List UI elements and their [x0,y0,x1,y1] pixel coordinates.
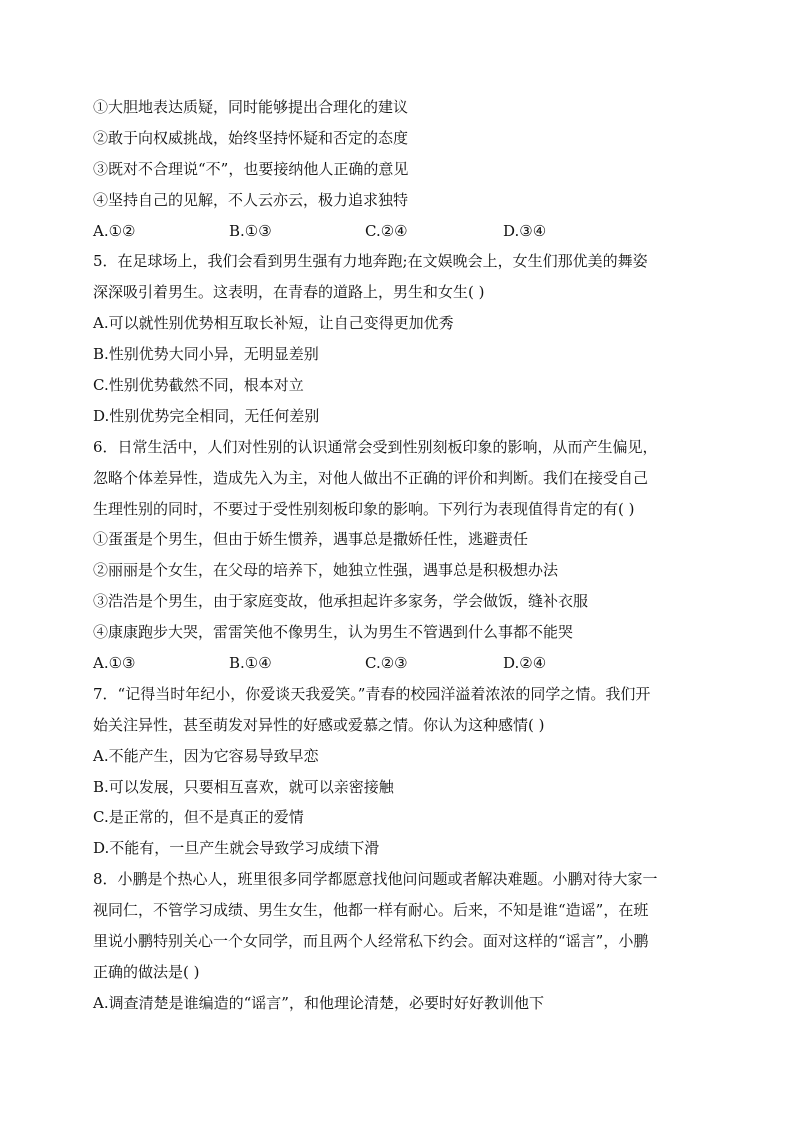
statement-item: ③既对不合理说“不”，也要接纳他人正确的意见 [93,159,409,178]
statement-item: ②敢于向权威挑战，始终坚持怀疑和否定的态度 [93,128,409,147]
option-d: D.不能有，一旦产生就会导致学习成绩下滑 [93,839,380,858]
question-stem: 8．小鹏是个热心人，班里很多同学都愿意找他问问题或者解决难题。小鹏对待大家一 [93,870,658,889]
option-b: B.①③ [229,221,272,240]
option-b: B.①④ [229,654,272,673]
question-stem: 正确的做法是( ) [93,962,200,981]
option-a: A.不能产生，因为它容易导致早恋 [93,746,319,765]
question-stem: 始关注异性，甚至萌发对异性的好感或爱慕之情。你认为这种感情( ) [93,715,545,734]
option-a: A.①③ [93,654,136,673]
statement-item: ④坚持自己的见解，不人云亦云，极力追求独特 [93,190,409,209]
option-c: C.②④ [365,221,408,240]
option-d: D.②④ [503,654,547,673]
question-5 [93,246,713,431]
question-4 [93,92,713,246]
option-a: A.可以就性别优势相互取长补短，让自己变得更加优秀 [93,314,454,333]
option-a: A.①② [93,221,136,240]
question-7 [93,679,713,864]
answer-options-row [93,216,713,247]
question-stem: 5．在足球场上，我们会看到男生强有力地奔跑;在文娱晚会上，女生们那优美的舞姿 [93,252,648,271]
option-b: B.可以发展，只要相互喜欢，就可以亲密接触 [93,777,394,796]
question-stem: 忽略个体差异性，造成先入为主，对他人做出不正确的评价和判断。我们在接受自己 [93,468,649,487]
statement-item: ③浩浩是个男生，由于家庭变故，他承担起许多家务，学会做饭，缝补衣服 [93,592,589,611]
question-stem: 深深吸引着男生。这表明，在青春的道路上，男生和女生( ) [93,283,485,302]
option-d: D.③④ [503,221,547,240]
option-a: A.调查清楚是谁编造的“谣言”，和他理论清楚，必要时好好教训他下 [93,993,544,1012]
option-b: B.性别优势大同小异，无明显差别 [93,345,319,364]
option-d: D.性别优势完全相同，无任何差别 [93,406,320,425]
statement-item: ①蛋蛋是个男生，但由于娇生惯养，遇事总是撒娇任性，逃避责任 [93,530,529,549]
question-6 [93,432,713,679]
option-c: C.②③ [365,654,408,673]
question-8 [93,864,713,1018]
statement-item: ②丽丽是个女生，在父母的培养下，她独立性强，遇事总是积极想办法 [93,561,559,580]
question-stem: 7．“记得当时年纪小，你爱谈天我爱笑。”青春的校园洋溢着浓浓的同学之情。我们开 [93,684,651,703]
statement-item: ①大胆地表达质疑，同时能够提出合理化的建议 [93,98,409,116]
statement-item: ④康康跑步大哭，雷雷笑他不像男生，认为男生不管遇到什么事都不能哭 [93,623,574,642]
answer-options-row [93,648,713,679]
exam-page [93,92,713,1019]
option-c: C.性别优势截然不同，根本对立 [93,376,304,395]
question-stem: 视同仁，不管学习成绩、男生女生，他都一样有耐心。后来，不知是谁“造谣”，在班 [93,901,649,920]
question-stem: 6．日常生活中，人们对性别的认识通常会受到性别刻板印象的影响，从而产生偏见， [93,437,658,456]
option-c: C.是正常的，但不是真正的爱情 [93,808,304,827]
question-stem: 生理性别的同时，不要过于受性别刻板印象的影响。下列行为表现值得肯定的有( ) [93,499,635,518]
question-stem: 里说小鹏特别关心一个女同学，而且两个人经常私下约会。面对这样的“谣言”，小鹏 [93,932,649,951]
